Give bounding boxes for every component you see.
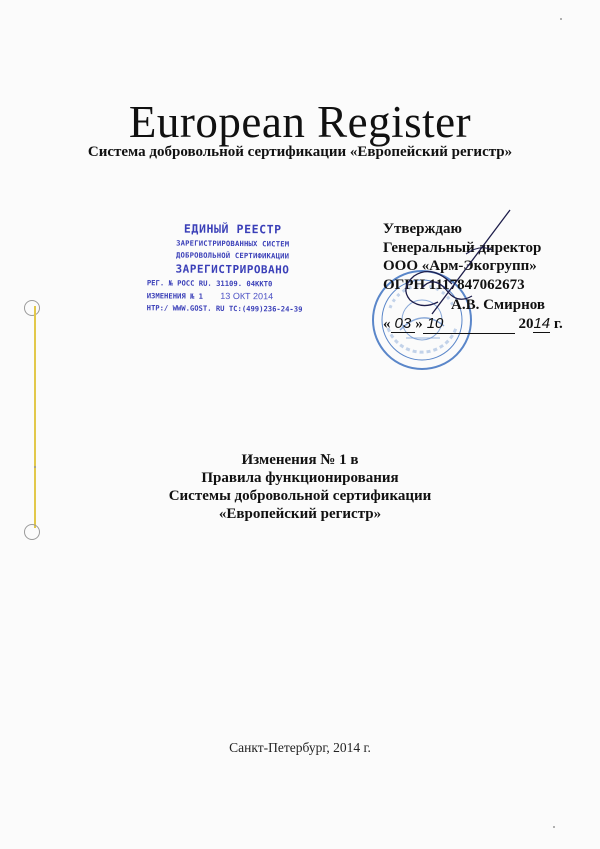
- approval-position: Генеральный директор: [383, 239, 542, 256]
- date-quote-close: »: [415, 315, 423, 332]
- document-title-line: Системы добровольной сертификации: [168, 488, 432, 504]
- punch-hole-bottom: [24, 524, 40, 540]
- approval-ogrn: ОГРН 1117847062673: [383, 276, 525, 293]
- document-title-line: Правила функционирования: [201, 470, 399, 486]
- approver-name: А.В. Смирнов: [451, 297, 545, 313]
- date-quote-open: «: [383, 315, 391, 332]
- stamp-changes-label: ИЗМЕНЕНИЯ № 1: [146, 291, 204, 301]
- date-year-unit: г.: [553, 315, 563, 332]
- approval-signature-line: [383, 296, 593, 315]
- stamp-registered: ЗАРЕГИСТРИРОВАНО: [175, 262, 290, 277]
- stamp-changes-line: [145, 290, 320, 302]
- certification-system-subtitle: Система добровольной сертификации «Европейский регистр»: [87, 144, 513, 160]
- stamp-date: 13 ОКТ 2014: [220, 290, 274, 302]
- approval-block: [383, 220, 593, 334]
- date-month: 10: [423, 315, 515, 335]
- stamp-reg-number: РЕГ. № РОСС RU. 31109. 04ККТ0: [146, 278, 273, 289]
- document-title-line: Изменения № 1 в: [241, 452, 359, 468]
- punch-hole-top: [24, 300, 40, 316]
- scan-speck: [560, 18, 562, 20]
- stamp-contact: НТР:/ WWW.GOST. RU ТС:(499)236-24-39: [146, 303, 303, 314]
- approval-date: [383, 315, 593, 335]
- document-title-line: «Европейский регистр»: [218, 506, 382, 522]
- stamp-line: ЕДИНЫЙ РЕЕСТР: [183, 221, 282, 237]
- date-year-suffix: 14: [533, 314, 551, 332]
- place-and-date: Санкт-Петербург, 2014 г.: [229, 740, 371, 755]
- approval-line: Утверждаю: [383, 221, 462, 237]
- main-title: European Register: [128, 97, 472, 148]
- document-title: [0, 451, 600, 523]
- stamp-line: ЗАРЕГИСТРИРОВАННЫХ СИСТЕМ: [176, 238, 290, 249]
- stamp-line: ДОБРОВОЛЬНОЙ СЕРТИФИКАЦИИ: [175, 250, 290, 261]
- date-day: 03: [391, 315, 416, 333]
- registration-stamp: [145, 221, 321, 314]
- approval-company: ООО «Арм-Экогрупп»: [383, 258, 537, 274]
- scan-speck: [553, 826, 555, 828]
- date-year-prefix: 20: [518, 315, 534, 332]
